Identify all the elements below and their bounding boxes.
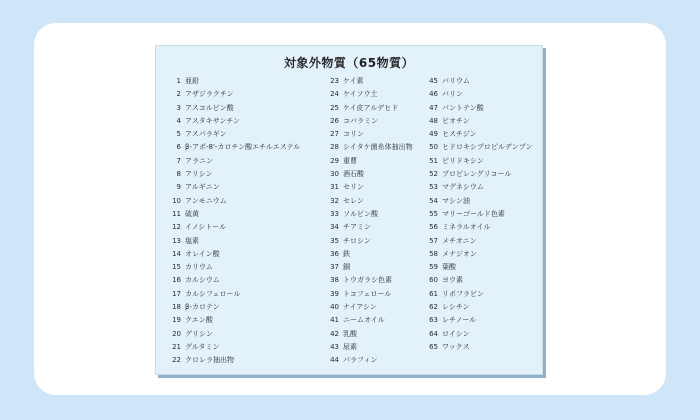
- substance-row: [427, 88, 541, 101]
- substance-row: [169, 221, 329, 234]
- substance-row: [427, 328, 541, 341]
- substance-name: ケイソウ土: [343, 90, 378, 99]
- substance-row: [169, 354, 329, 367]
- substance-name: バリウム: [442, 77, 470, 85]
- substance-name: オレイン酸: [185, 249, 220, 258]
- substance-row: [328, 141, 426, 154]
- substance-row: [169, 248, 329, 261]
- substance-name: グリシン: [185, 329, 213, 338]
- substance-number: 11: [172, 209, 181, 218]
- substance-name: β-アポ-8'-カロチン酸エチルエステル: [185, 143, 301, 152]
- panel-title: 対象外物質（65物質）: [283, 56, 415, 70]
- substance-number: 57: [429, 236, 438, 245]
- substance-name: トウガラシ色素: [343, 276, 392, 285]
- substance-name: コリン: [343, 130, 364, 139]
- substance-number: 39: [330, 289, 339, 298]
- substance-row: [427, 314, 541, 327]
- substance-name: β-カロテン: [185, 303, 220, 312]
- substance-name: ワックス: [442, 342, 470, 351]
- substance-name: クロレラ抽出物: [185, 356, 234, 365]
- substance-number: 53: [429, 183, 438, 192]
- substance-name: 乳酸: [343, 329, 357, 338]
- substance-number: 40: [330, 303, 339, 312]
- substance-number: 59: [429, 263, 438, 272]
- substance-row: [328, 155, 426, 168]
- substance-name: メナジオン: [442, 249, 477, 258]
- substance-number: 23: [330, 77, 339, 85]
- substance-number: 63: [429, 316, 438, 325]
- substance-row: [328, 88, 426, 101]
- substance-number: 14: [172, 249, 181, 258]
- substance-name: 尿素: [343, 342, 357, 351]
- substance-name: セレン: [343, 196, 364, 205]
- substance-row: [328, 314, 426, 327]
- substance-row: [328, 354, 426, 367]
- substance-list-panel: [155, 45, 543, 375]
- substance-number: 33: [330, 209, 339, 218]
- substance-name: ピリドキシン: [442, 156, 484, 165]
- substance-name: マシン油: [442, 196, 470, 205]
- substance-number: 36: [330, 249, 339, 258]
- substance-row: [328, 288, 426, 301]
- substance-name: コバラミン: [343, 116, 378, 125]
- substance-name: グルタミン: [185, 342, 220, 351]
- substance-name: リボフラビン: [442, 289, 484, 298]
- substance-number: 8: [176, 170, 181, 179]
- substance-row: [169, 102, 329, 115]
- substance-number: 60: [429, 276, 438, 285]
- substance-number: 1: [176, 77, 181, 85]
- substance-number: 55: [429, 209, 438, 218]
- substance-name: 葉酸: [442, 263, 456, 272]
- substance-name: カルシウム: [185, 276, 220, 285]
- substance-name: 硫黄: [185, 209, 199, 218]
- substance-number: 26: [330, 116, 339, 125]
- substance-number: 9: [176, 183, 181, 192]
- substance-row: [169, 314, 329, 327]
- substance-row: [169, 274, 329, 287]
- substance-name: ヒスチジン: [442, 130, 477, 139]
- substance-name: アリシン: [185, 170, 213, 179]
- substance-number: 13: [172, 236, 181, 245]
- substance-number: 27: [330, 130, 339, 139]
- substance-row: [328, 75, 426, 88]
- substance-number: 52: [429, 170, 438, 179]
- substance-row: [328, 328, 426, 341]
- substance-row: [427, 195, 541, 208]
- substance-row: [427, 181, 541, 194]
- substance-name: 塩素: [185, 236, 199, 245]
- substance-name: マグネシウム: [442, 183, 484, 192]
- substance-number: 28: [330, 143, 339, 152]
- substance-row: [328, 274, 426, 287]
- substance-row: [328, 128, 426, 141]
- substance-number: 51: [429, 156, 438, 165]
- substance-row: [427, 115, 541, 128]
- substance-number: 5: [176, 130, 181, 139]
- substance-number: 42: [330, 329, 339, 338]
- substance-row: [328, 195, 426, 208]
- substance-column-3: [427, 75, 541, 354]
- substance-number: 48: [429, 116, 438, 125]
- substance-name: マリーゴールド色素: [442, 209, 505, 218]
- substance-row: [427, 208, 541, 221]
- substance-name: ケイ皮アルデヒド: [343, 103, 399, 112]
- substance-row: [427, 128, 541, 141]
- substance-row: [169, 181, 329, 194]
- substance-name: ヨウ素: [442, 276, 463, 285]
- substance-number: 15: [172, 263, 181, 272]
- substance-number: 17: [172, 289, 181, 298]
- substance-name: トコフェロール: [343, 289, 392, 298]
- substance-name: パントテン酸: [442, 103, 484, 112]
- substance-column-1: [169, 75, 329, 368]
- substance-number: 45: [429, 77, 438, 85]
- substance-number: 3: [176, 103, 181, 112]
- substance-name: チアミン: [343, 223, 371, 232]
- substance-name: チロシン: [343, 236, 371, 245]
- substance-number: 18: [172, 303, 181, 312]
- substance-number: 20: [172, 329, 181, 338]
- substance-row: [328, 181, 426, 194]
- substance-name: バリン: [442, 90, 463, 99]
- substance-row: [328, 168, 426, 181]
- substance-number: 6: [176, 143, 181, 152]
- substance-row: [427, 141, 541, 154]
- substance-name: 酒石酸: [343, 170, 364, 179]
- substance-name: 亜鉛: [185, 77, 199, 85]
- substance-row: [169, 341, 329, 354]
- substance-name: カリウム: [185, 263, 213, 272]
- substance-row: [169, 328, 329, 341]
- substance-row: [328, 102, 426, 115]
- substance-name: パラフィン: [343, 356, 378, 365]
- substance-column-2: [328, 75, 426, 368]
- substance-number: 24: [330, 90, 339, 99]
- substance-name: ミネラルオイル: [442, 223, 491, 232]
- substance-number: 19: [172, 316, 181, 325]
- substance-row: [328, 261, 426, 274]
- substance-name: レシチン: [442, 303, 470, 312]
- substance-row: [169, 115, 329, 128]
- substance-row: [328, 341, 426, 354]
- substance-row: [328, 301, 426, 314]
- substance-number: 34: [330, 223, 339, 232]
- substance-row: [427, 248, 541, 261]
- substance-name: アザジラクチン: [185, 90, 234, 99]
- substance-row: [427, 168, 541, 181]
- substance-number: 2: [176, 90, 181, 99]
- substance-name: クエン酸: [185, 316, 213, 325]
- substance-name: ロイシン: [442, 329, 470, 338]
- substance-name: 銅: [343, 263, 350, 272]
- substance-row: [169, 155, 329, 168]
- substance-name: アスパラギン: [185, 130, 227, 139]
- substance-name: アンモニウム: [185, 196, 227, 205]
- substance-number: 64: [429, 329, 438, 338]
- substance-row: [328, 208, 426, 221]
- substance-number: 32: [330, 196, 339, 205]
- substance-number: 21: [172, 342, 181, 351]
- substance-name: シイタケ菌糸体抽出物: [343, 143, 413, 152]
- substance-name: メチオニン: [442, 236, 477, 245]
- substance-row: [169, 128, 329, 141]
- substance-number: 25: [330, 103, 339, 112]
- substance-row: [427, 102, 541, 115]
- substance-number: 10: [172, 196, 181, 205]
- substance-name: アスコルビン酸: [185, 103, 234, 112]
- substance-number: 12: [172, 223, 181, 232]
- substance-number: 22: [172, 356, 181, 365]
- substance-name: ナイアシン: [343, 303, 377, 312]
- substance-name: ヒドロキシプロピルデンプン: [442, 143, 533, 152]
- substance-row: [427, 235, 541, 248]
- substance-row: [169, 75, 329, 88]
- substance-number: 54: [429, 196, 438, 205]
- substance-number: 43: [330, 342, 339, 351]
- substance-name: レチノール: [442, 316, 477, 325]
- substance-number: 38: [330, 276, 339, 285]
- substance-name: アスタキサンチン: [185, 116, 241, 125]
- substance-row: [169, 195, 329, 208]
- substance-row: [427, 341, 541, 354]
- substance-number: 56: [429, 223, 438, 232]
- substance-row: [427, 288, 541, 301]
- substance-row: [169, 288, 329, 301]
- substance-name: 重曹: [343, 156, 357, 165]
- substance-number: 16: [172, 276, 181, 285]
- substance-row: [169, 208, 329, 221]
- substance-number: 50: [429, 143, 438, 152]
- substance-number: 29: [330, 156, 339, 165]
- substance-number: 35: [330, 236, 339, 245]
- substance-name: 鉄: [343, 249, 350, 258]
- substance-row: [328, 115, 426, 128]
- substance-row: [169, 141, 329, 154]
- substance-row: [427, 75, 541, 88]
- substance-row: [427, 261, 541, 274]
- substance-number: 41: [330, 316, 339, 325]
- substance-row: [328, 235, 426, 248]
- substance-row: [427, 274, 541, 287]
- substance-row: [427, 301, 541, 314]
- substance-number: 4: [176, 116, 181, 125]
- substance-name: ニームオイル: [343, 316, 385, 325]
- substance-number: 31: [330, 183, 339, 192]
- substance-row: [169, 235, 329, 248]
- substance-name: ソルビン酸: [343, 209, 378, 218]
- substance-name: ビオチン: [442, 116, 470, 125]
- substance-number: 49: [429, 130, 438, 139]
- substance-row: [427, 155, 541, 168]
- substance-row: [169, 301, 329, 314]
- substance-row: [169, 261, 329, 274]
- substance-name: アルギニン: [185, 183, 220, 192]
- substance-number: 46: [429, 90, 438, 99]
- substance-name: カルシフェロール: [185, 289, 241, 298]
- substance-number: 47: [429, 103, 438, 112]
- substance-name: アラニン: [185, 156, 213, 165]
- substance-name: セリン: [343, 183, 364, 192]
- substance-name: イノシトール: [185, 223, 227, 232]
- substance-number: 61: [429, 289, 438, 298]
- substance-row: [328, 221, 426, 234]
- substance-number: 7: [176, 156, 181, 165]
- substance-row: [427, 221, 541, 234]
- substance-row: [169, 168, 329, 181]
- substance-number: 58: [429, 249, 438, 258]
- substance-name: ケイ素: [343, 77, 364, 85]
- substance-row: [328, 248, 426, 261]
- substance-number: 30: [330, 170, 339, 179]
- substance-number: 37: [330, 263, 339, 272]
- substance-row: [169, 88, 329, 101]
- substance-number: 44: [330, 356, 339, 365]
- substance-number: 62: [429, 303, 438, 312]
- substance-name: プロピレングリコール: [442, 170, 512, 179]
- substance-number: 65: [429, 342, 438, 351]
